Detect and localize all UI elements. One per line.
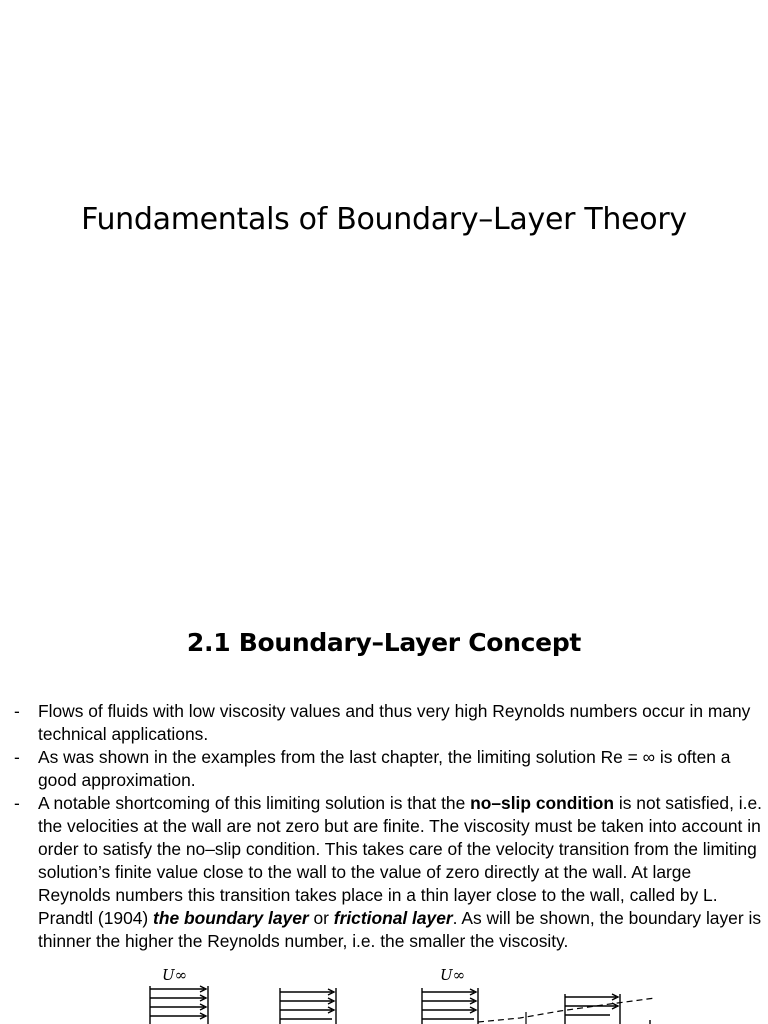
u-infinity-label-left: U∞ — [162, 966, 188, 984]
slide-title: Fundamentals of Boundary–Layer Theory — [81, 202, 687, 237]
bullet-text: is not satisfied, i.e. the velocities at the wall are not zero but are finite. The viscosity must be taken into account in order to satisfy the no–slip condition. This takes care of the velocity transition from the limiting solution’s finite value close to the wall to the value of zero directly at the wall. At large Reynolds numbers this transition takes place in a thin layer close to the wall, called by L. Prandtl (1904) — [38, 793, 762, 928]
bullet-emphasis: the boundary layer — [153, 908, 309, 928]
u-infinity-label-right: U∞ — [440, 966, 466, 984]
section-title: 2.1 Boundary–Layer Concept — [186, 628, 582, 657]
bullet-text: Flows of fluids with low viscosity values and thus very high Reynolds numbers occur in many technical applications. — [38, 701, 751, 744]
bullet-text: . As will be shown, the boundary layer is thinner the higher the Reynolds number, i.e. the smaller the viscosity. — [38, 908, 762, 951]
bullet-emphasis: no–slip condition — [470, 793, 615, 813]
velocity-profile-3 — [422, 988, 478, 1024]
bullet-item — [14, 746, 762, 792]
bullet-marker: - — [14, 701, 20, 721]
bullet-text: or — [308, 908, 334, 928]
bullet-text: A notable shortcoming of this limiting solution is that the — [38, 793, 471, 813]
velocity-profile-2 — [280, 988, 336, 1024]
bullet-emphasis: frictional layer — [333, 908, 453, 928]
boundary-layer-edge — [478, 998, 655, 1024]
boundary-layer-figure — [140, 962, 660, 1024]
bullet-marker: - — [14, 747, 20, 767]
velocity-profile-1 — [150, 986, 208, 1024]
bullet-item — [14, 700, 762, 746]
bullet-item — [14, 792, 762, 953]
bullet-text: As was shown in the examples from the last chapter, the limiting solution Re = ∞ is often a good approximation. — [38, 747, 731, 790]
bullet-marker: - — [14, 793, 20, 813]
bullet-list — [14, 700, 762, 953]
